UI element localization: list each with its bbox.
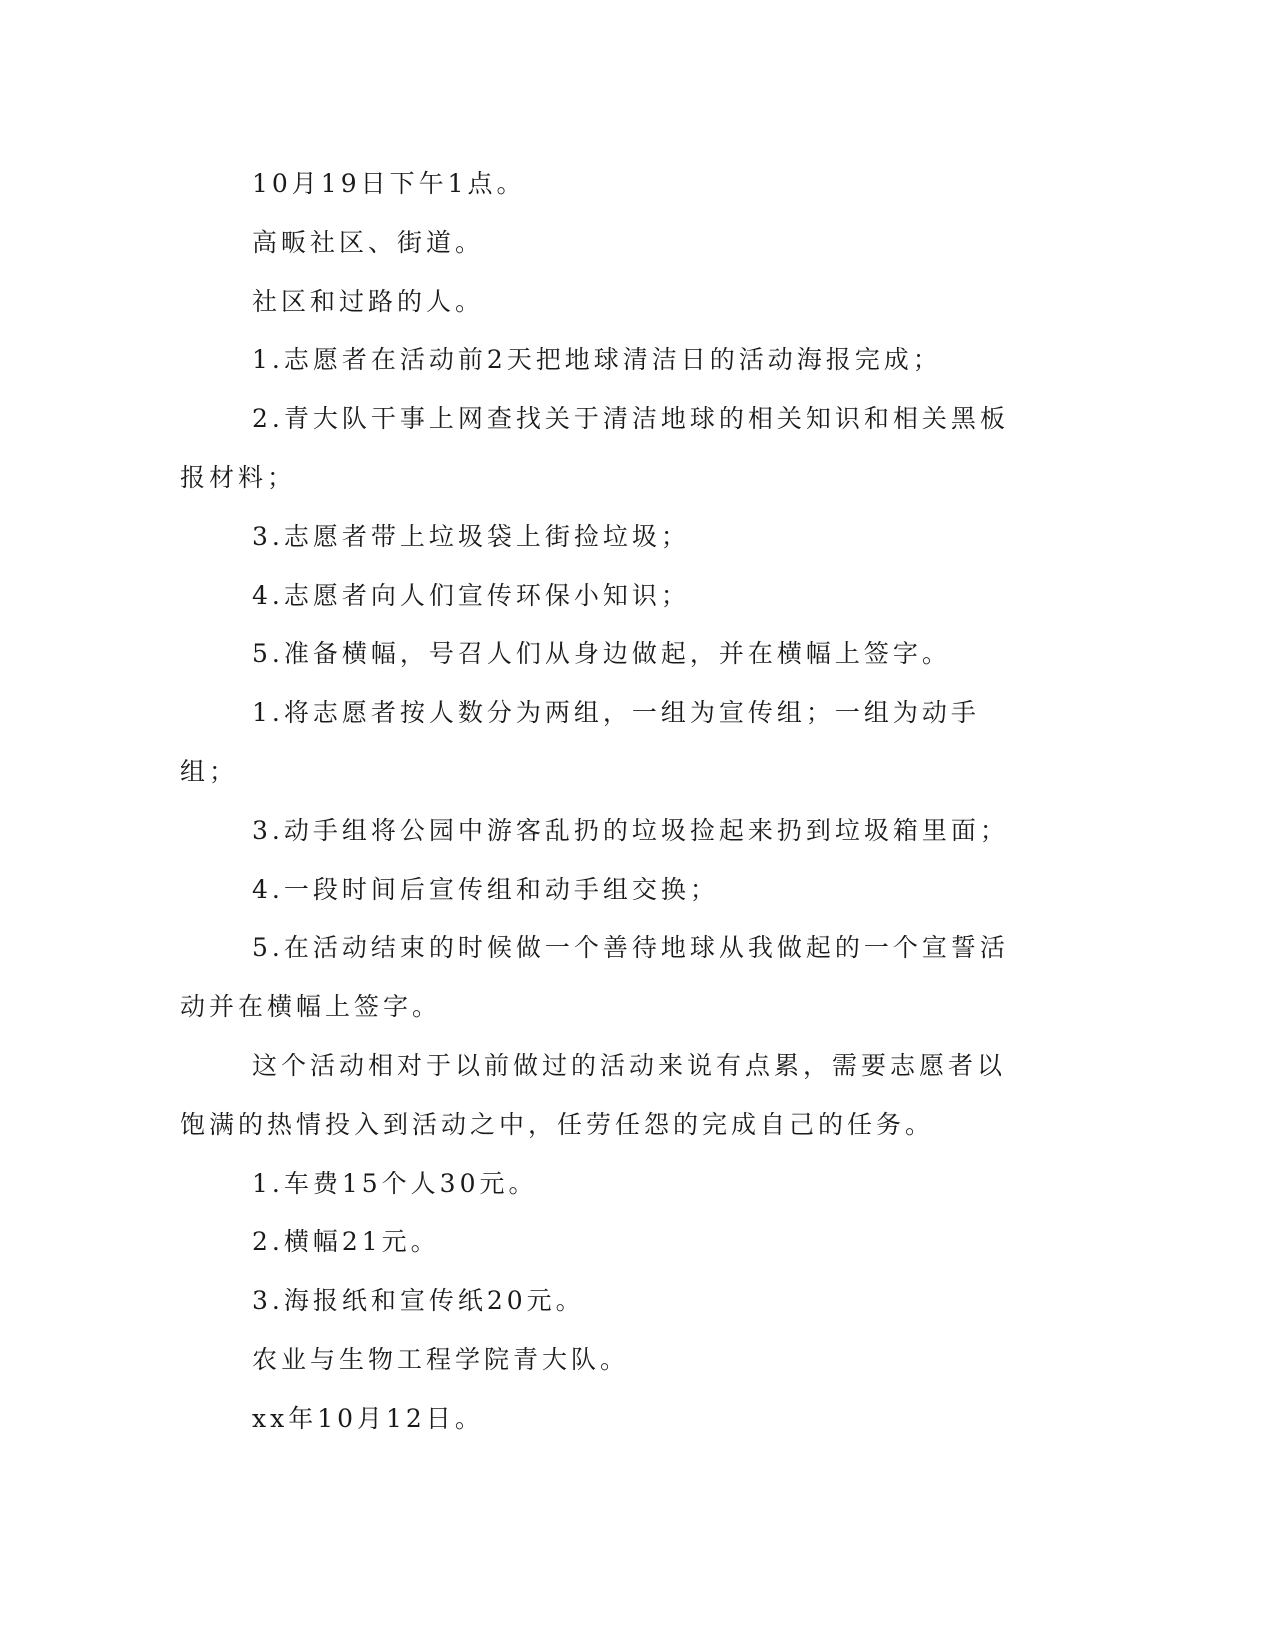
paragraph-prep-5: 5.准备横幅，号召人们从身边做起，并在横幅上签字。 xyxy=(252,639,951,669)
paragraph-notes: 这个活动相对于以前做过的活动来说有点累，需要志愿者以饱满的热情投入到活动之中，任劳任怨的完成自己的任务。 xyxy=(180,1050,1007,1139)
document-page xyxy=(180,155,1030,1449)
paragraph-date: xx年10月12日。 xyxy=(252,1403,484,1433)
paragraph-location: 高畈社区、街道。 xyxy=(252,227,485,257)
paragraph-budget-1: 1.车费15个人30元。 xyxy=(252,1168,538,1198)
paragraph-process-4: 4.一段时间后宣传组和动手组交换； xyxy=(252,874,719,904)
paragraph-prep-3: 3.志愿者带上垃圾袋上街捡垃圾； xyxy=(252,521,690,551)
paragraph-process-3: 3.动手组将公园中游客乱扔的垃圾捡起来扔到垃圾箱里面； xyxy=(252,815,1009,845)
paragraph-budget-2: 2.横幅21元。 xyxy=(252,1227,440,1257)
paragraph-process-5: 5.在活动结束的时候做一个善待地球从我做起的一个宣誓活动并在横幅上签字。 xyxy=(180,933,1009,1022)
paragraph-prep-2: 2.青大队干事上网查找关于清洁地球的相关知识和相关黑板报材料； xyxy=(180,404,1009,492)
paragraph-budget-3: 3.海报纸和宣传纸20元。 xyxy=(252,1286,585,1316)
paragraph-audience: 社区和过路的人。 xyxy=(252,286,485,316)
paragraph-process-1: 1.将志愿者按人数分为两组，一组为宣传组；一组为动手组； xyxy=(180,698,980,786)
paragraph-prep-4: 4.志愿者向人们宣传环保小知识； xyxy=(252,580,690,610)
paragraph-prep-1: 1.志愿者在活动前2天把地球清洁日的活动海报完成； xyxy=(252,345,942,375)
paragraph-organizer: 农业与生物工程学院青大队。 xyxy=(252,1344,630,1374)
paragraph-time: 10月19日下午1点。 xyxy=(252,169,526,198)
